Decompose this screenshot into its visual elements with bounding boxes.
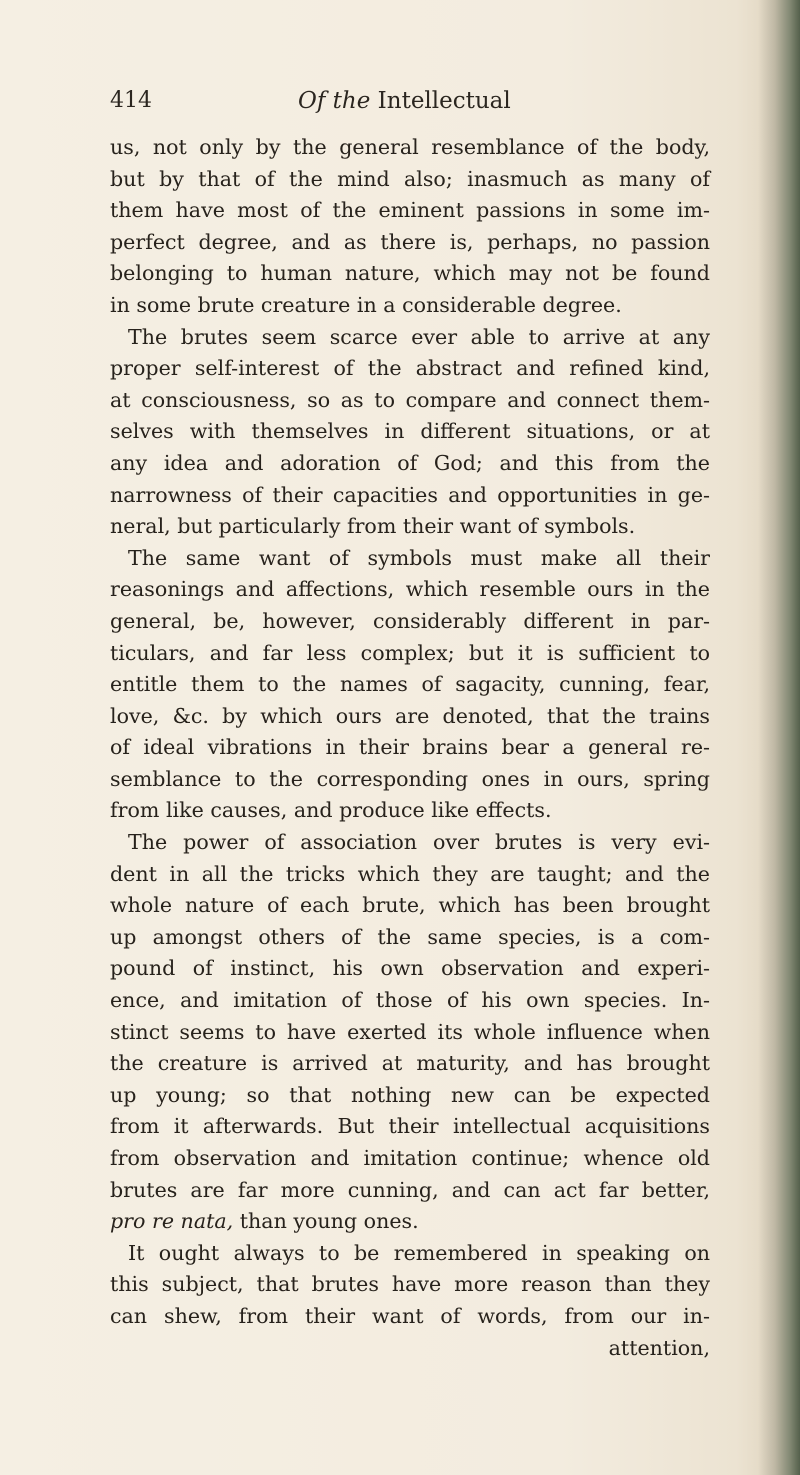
text-line: from it afterwards. But their intellectual acquisitions — [110, 1114, 710, 1139]
text-line: them have most of the eminent passions in some im- — [110, 198, 710, 223]
text-line: of ideal vibrations in their brains bear a general re- — [110, 735, 710, 760]
text-line: any idea and adoration of God; and this from the — [110, 450, 710, 475]
text-line — [110, 1206, 710, 1238]
text-line: selves with themselves in different situations, or at — [110, 419, 710, 444]
text-line: general, be, however, considerably different in par- — [110, 608, 710, 633]
text-line: up amongst others of the same species, is a com- — [110, 924, 710, 949]
running-head-italic: Of the — [298, 88, 371, 114]
text-line: narrowness of their capacities and opportunities in ge- — [110, 482, 710, 507]
text-line: can shew, from their want of words, from our in- — [110, 1303, 710, 1328]
text-line: perfect degree, and as there is, perhaps, no passion — [110, 229, 710, 254]
text-line: proper self-interest of the abstract and refined kind, — [110, 356, 710, 381]
text-line: brutes are far more cunning, and can act far better, — [110, 1177, 710, 1202]
text-line: whole nature of each brute, which has been brought — [110, 893, 710, 918]
text-line: love, &c. by which ours are denoted, that the trains — [110, 703, 710, 728]
text-line: at consciousness, so as to compare and connect them- — [110, 387, 710, 412]
text-line: reasonings and affections, which resemble ours in the — [110, 577, 710, 602]
text-line: but by that of the mind also; inasmuch as many of — [110, 166, 710, 191]
page-header — [110, 88, 710, 128]
text-line: pound of instinct, his own observation and experi- — [110, 956, 710, 981]
text-line: this subject, that brutes have more reason than they — [110, 1272, 710, 1297]
text-line-rest: than young ones. — [239, 1209, 419, 1234]
text-line: from observation and imitation continue; whence old — [110, 1146, 710, 1170]
text-line: us, not only by the general resemblance of the body, — [110, 135, 710, 159]
body-text — [110, 132, 710, 1364]
text-line: It ought always to be remembered in speaking on — [128, 1240, 710, 1265]
page-edge-shadow — [758, 0, 800, 1475]
text-line: entitle them to the names of sagacity, cunning, fear, — [110, 672, 710, 697]
text-line: up young; so that nothing new can be expected — [110, 1082, 710, 1107]
running-head — [298, 88, 511, 114]
text-line: the creature is arrived at maturity, and has brought — [110, 1051, 710, 1076]
text-line: semblance to the corresponding ones in ours, spring — [110, 766, 710, 791]
text-line: The power of association over brutes is very evi- — [128, 830, 710, 855]
text-line: ticulars, and far less complex; but it is sufficient to — [110, 640, 710, 665]
latin-phrase: pro re nata, — [110, 1209, 234, 1234]
running-head-title: Intellectual — [377, 88, 511, 114]
text-line: The same want of symbols must make all their — [128, 545, 710, 570]
text-line: in some brute creature in a considerable degree. — [110, 292, 622, 317]
text-line: dent in all the tricks which they are taught; and the — [110, 861, 710, 886]
text-line: neral, but particularly from their want of symbols. — [110, 514, 636, 539]
text-line: ence, and imitation of those of his own species. In- — [110, 988, 710, 1013]
text-line: The brutes seem scarce ever able to arrive at any — [128, 324, 710, 349]
text-line: stinct seems to have exerted its whole influence when — [110, 1019, 710, 1044]
text-line: belonging to human nature, which may not be found — [110, 261, 710, 286]
page-number: 414 — [110, 88, 152, 113]
text-line: from like causes, and produce like effects. — [110, 798, 552, 823]
catchword: attention, — [608, 1335, 710, 1360]
